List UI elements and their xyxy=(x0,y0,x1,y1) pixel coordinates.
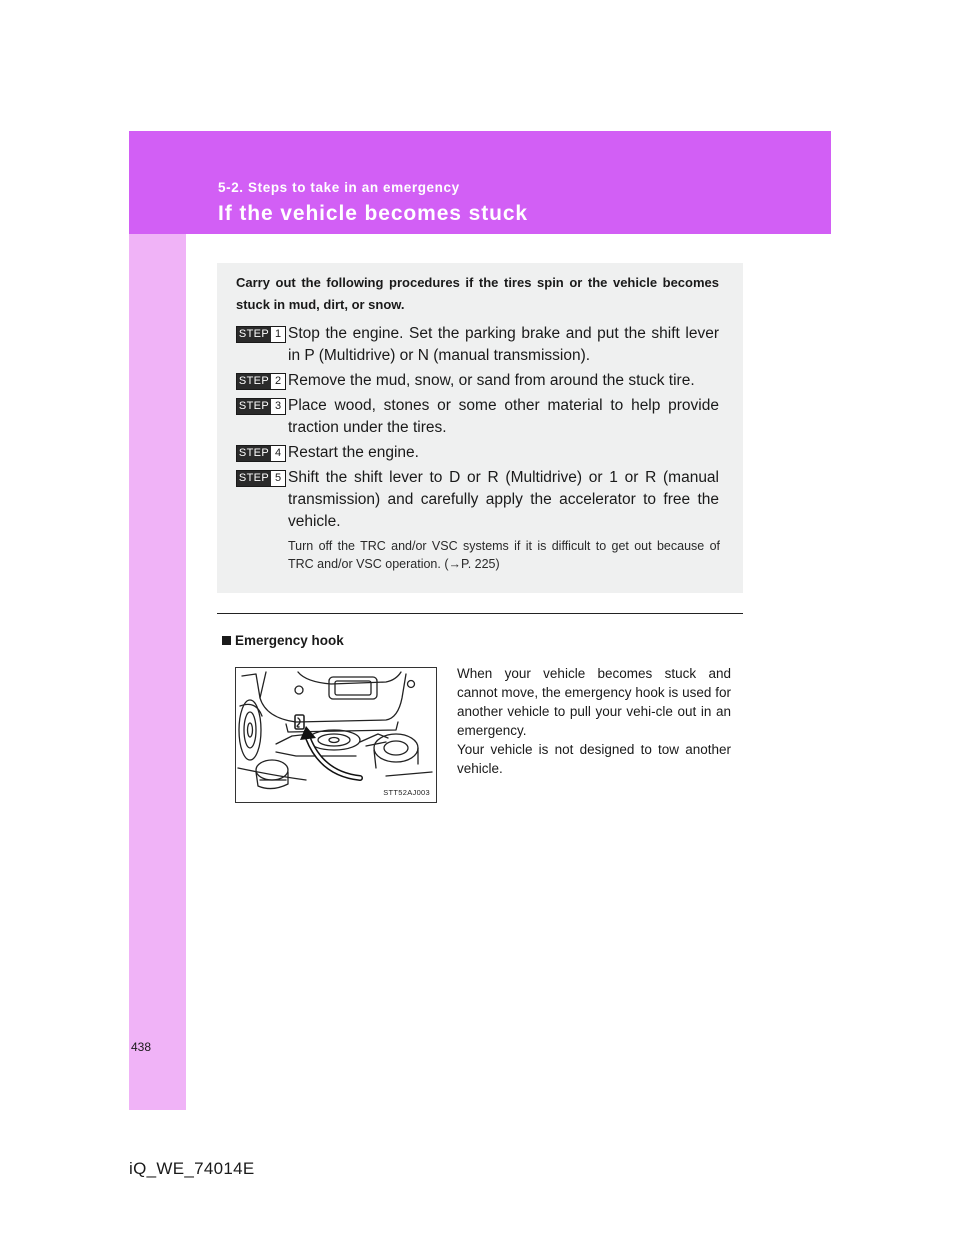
page-number: 438 xyxy=(131,1040,152,1054)
step-badge xyxy=(236,326,286,343)
section-label: 5-2. Steps to take in an emergency xyxy=(218,180,460,195)
step-badge-word: STEP xyxy=(238,447,270,459)
step-text: Shift the shift lever to D or R (Multidrive) or 1 or R (manual transmission) and carefully apply the accelerator to free the vehicle. xyxy=(288,469,719,530)
step-badge-number: 2 xyxy=(274,375,282,387)
step-badge-word: STEP xyxy=(238,472,270,484)
emergency-hook-heading-text: Emergency hook xyxy=(235,633,344,648)
step-text: Stop the engine. Set the parking brake and put the shift lever in P (Multidrive) or N (manual transmission). xyxy=(288,325,719,364)
step-badge-number: 1 xyxy=(274,328,282,340)
emergency-hook-illustration xyxy=(235,667,437,803)
emergency-hook-usage: When your vehicle becomes stuck and cannot move, the emergency hook is used for another vehicle to pull your vehi-cle out in an emergency. xyxy=(457,666,731,738)
page-title: If the vehicle becomes stuck xyxy=(218,202,528,225)
step-badge-word: STEP xyxy=(238,400,270,412)
step-badge-word: STEP xyxy=(238,375,270,387)
figure-code: STT52AJ003 xyxy=(383,788,430,797)
procedure-box xyxy=(217,263,743,593)
document-code: iQ_WE_74014E xyxy=(129,1159,255,1178)
step-badge-number: 4 xyxy=(274,447,282,459)
step-badge xyxy=(236,445,286,462)
emergency-hook-description xyxy=(457,664,731,778)
step-text: Restart the engine. xyxy=(288,444,419,461)
section-divider xyxy=(217,613,743,614)
emergency-hook-warning: Your vehicle is not designed to tow another vehicle. xyxy=(457,742,731,776)
sidebar-tab xyxy=(129,131,186,1110)
trc-vsc-note: Turn off the TRC and/or VSC systems if it is difficult to get out because of TRC and/or VSC operation. (→P. 225) xyxy=(288,539,720,571)
vehicle-underside-drawing xyxy=(236,668,436,802)
procedure-intro: Carry out the following procedures if the tires spin or the vehicle becomes stuck in mud, dirt, or snow. xyxy=(236,275,719,312)
step-badge-number: 3 xyxy=(274,400,282,412)
step-badge xyxy=(236,398,286,415)
step-badge-number: 5 xyxy=(274,472,282,484)
step-badge xyxy=(236,373,286,390)
emergency-hook-heading xyxy=(222,633,344,648)
step-text: Place wood, stones or some other material to help provide traction under the tires. xyxy=(288,397,719,436)
step-badge-word: STEP xyxy=(238,328,270,340)
bullet-square-icon xyxy=(222,636,231,645)
step-badge xyxy=(236,470,286,487)
step-text: Remove the mud, snow, or sand from around the stuck tire. xyxy=(288,372,695,389)
